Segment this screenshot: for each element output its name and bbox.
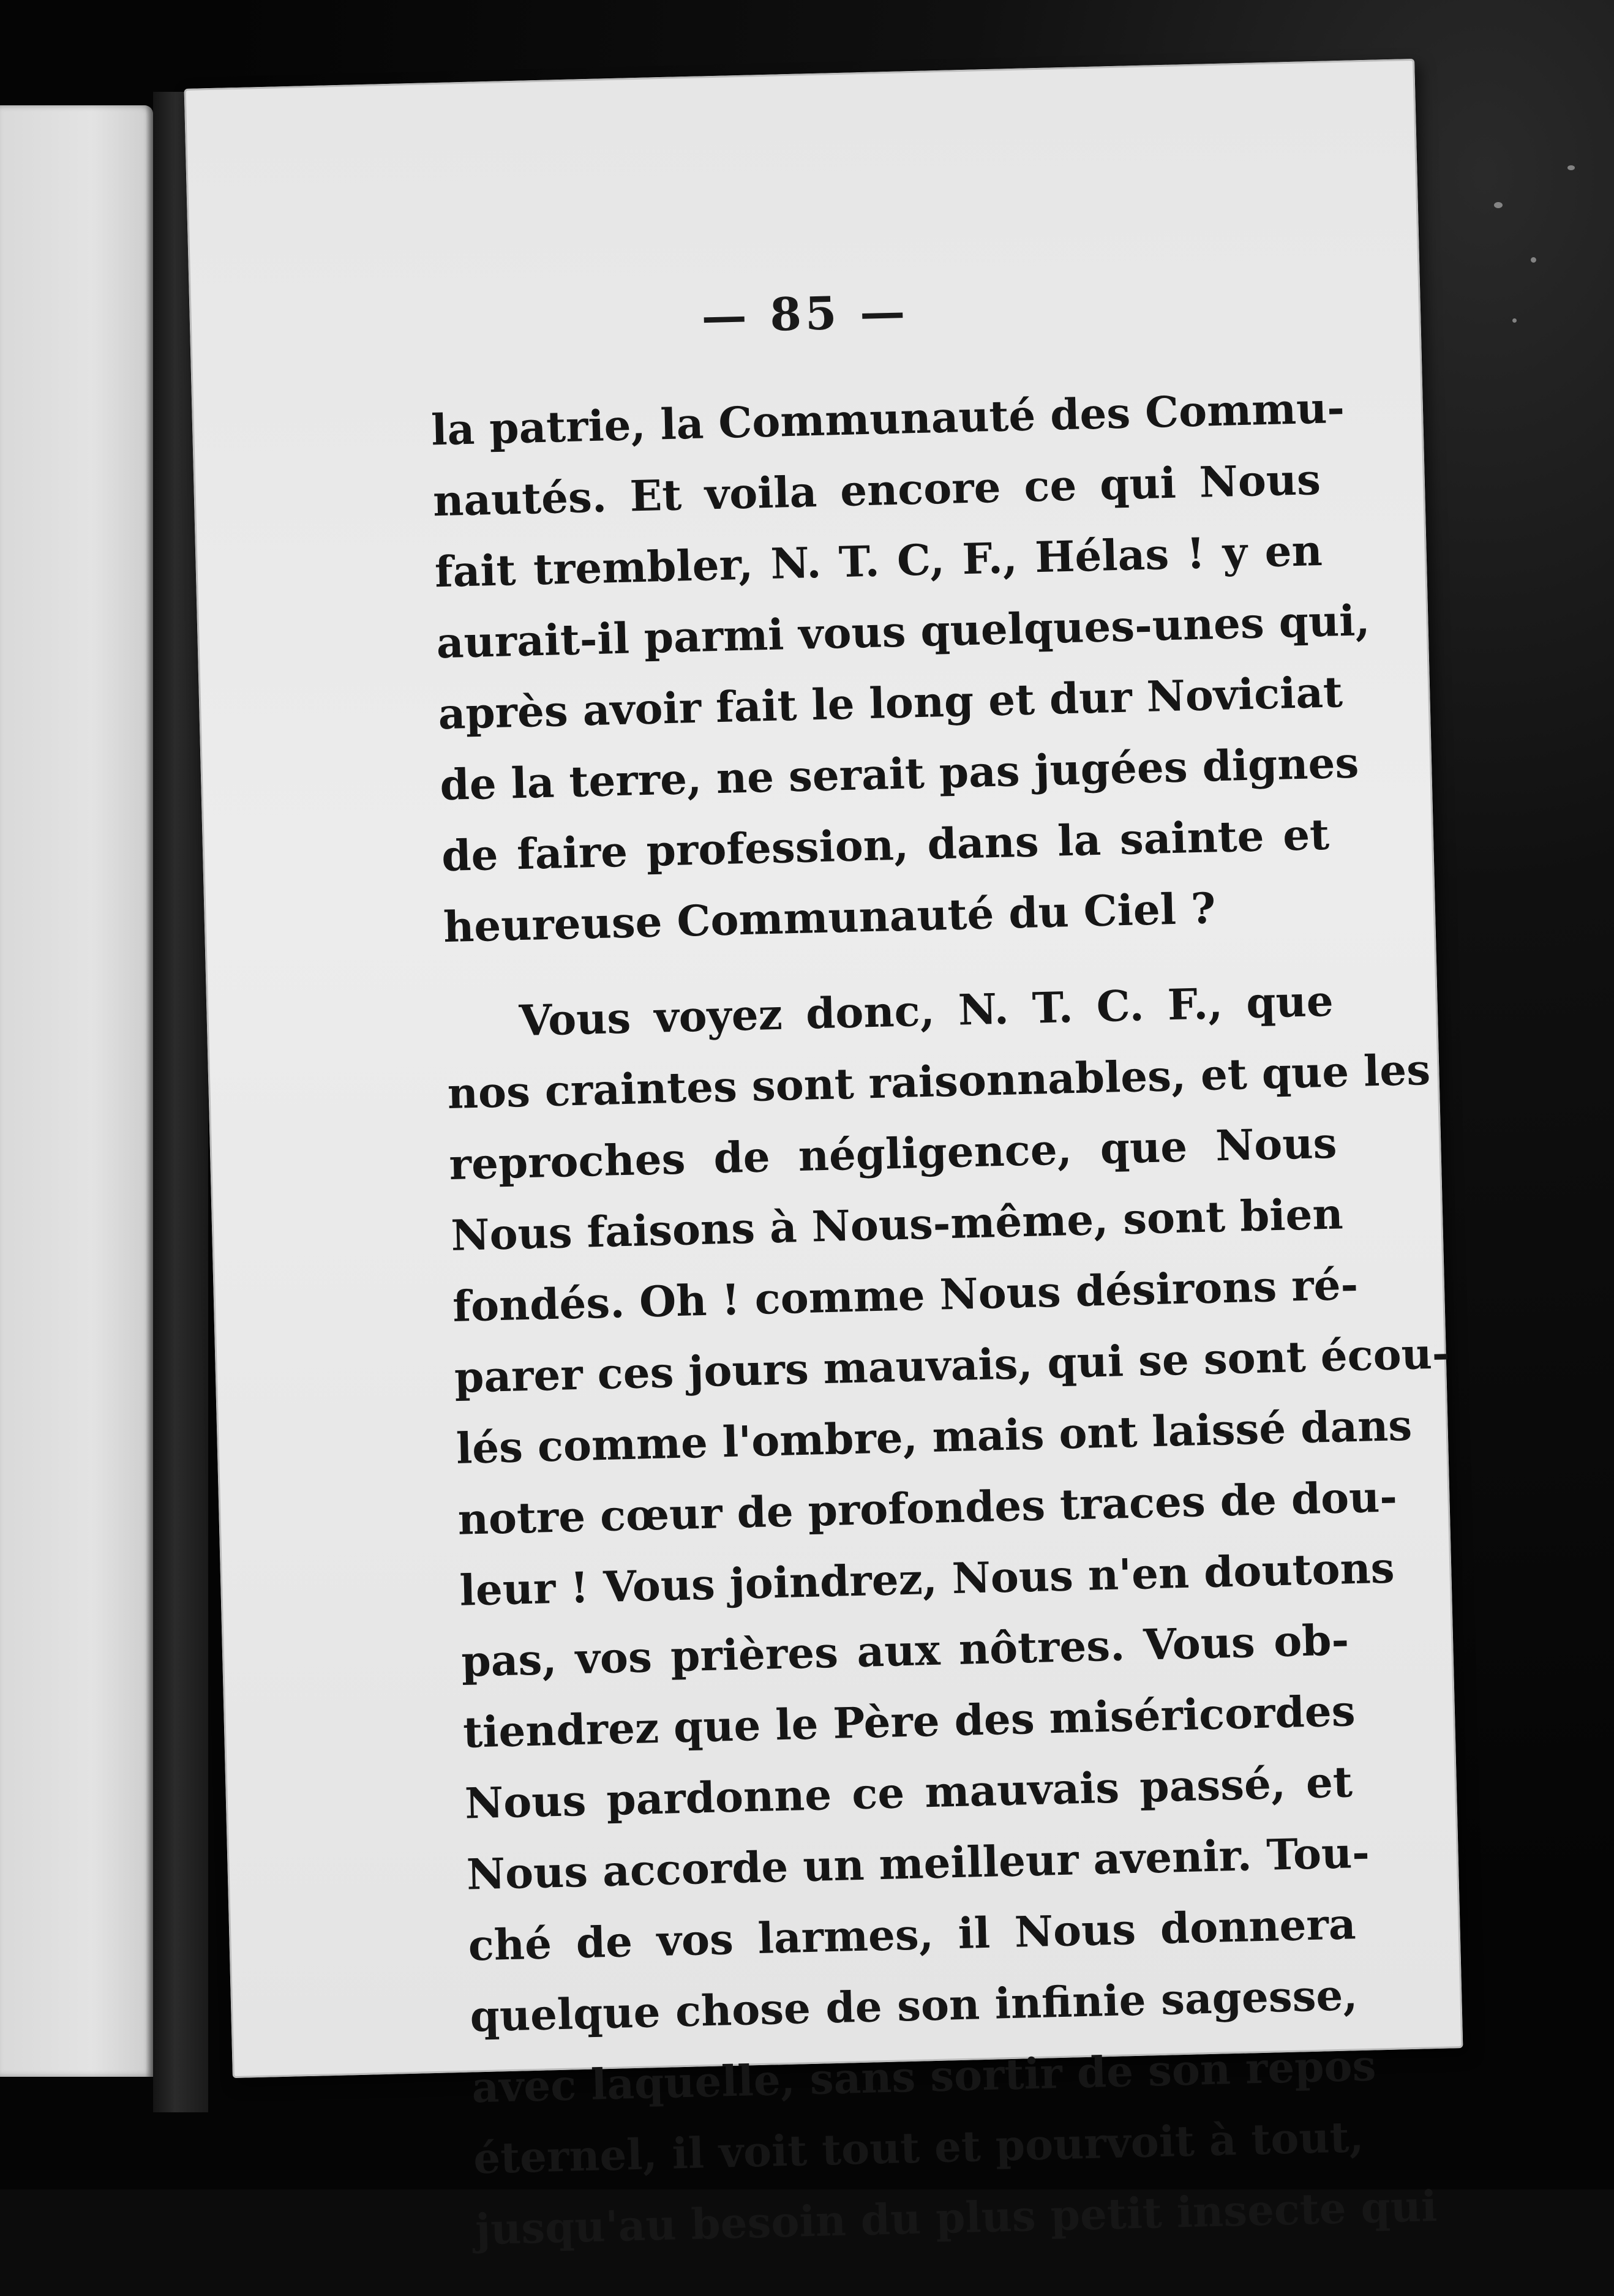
text-line: fondés. Oh ! comme Nous désirons ré- <box>452 1259 1359 1332</box>
text-line: leur ! Vous joindrez, Nous n'en doutons <box>459 1543 1395 1616</box>
text-line: tiendrez que le Père des miséricordes <box>462 1686 1356 1758</box>
text-line: de la terre, ne serait pas jugées dignes <box>439 738 1360 811</box>
dust-speck <box>1531 257 1536 263</box>
text-line: lés comme l'ombre, mais ont laissé dans <box>456 1400 1413 1474</box>
facing-page-edge <box>0 105 153 2077</box>
text-line: heureuse Communauté du Ciel ? <box>443 884 1217 953</box>
text-line: avec laquelle, sans sortir de son repos <box>471 2041 1377 2113</box>
text-line: la patrie, la Communauté des Commu- <box>430 383 1345 456</box>
text-line: de faire profession, dans la sainte et <box>441 809 1330 882</box>
dust-speck <box>1494 202 1503 208</box>
dust-speck <box>1567 165 1575 170</box>
text-line: jusqu'au besoin du plus petit insecte qui <box>475 2182 1438 2255</box>
text-line: Nous pardonne ce mauvais passé, et <box>464 1757 1353 1829</box>
text-line: aurait-il parmi vous quelques-unes qui, <box>435 595 1371 669</box>
text-line: ché de vos larmes, il Nous donnera <box>467 1899 1357 1971</box>
page-text <box>430 373 1451 2290</box>
page-number: — 85 — <box>700 285 910 343</box>
book-page <box>184 59 1463 2255</box>
text-line: pas, vos prières aux nôtres. Vous ob- <box>460 1615 1350 1687</box>
text-line: fait trembler, N. T. C, F., Hélas ! y en <box>434 525 1323 598</box>
paragraph-1 <box>430 373 1371 963</box>
text-line: quelque chose de son infinie sagesse, <box>469 1970 1359 2042</box>
dust-speck <box>1512 318 1517 323</box>
text-line: éternel, il voit tout et pourvoit à tout, <box>473 2112 1365 2184</box>
text-line: parer ces jours mauvais, qui se sont écou- <box>454 1329 1451 1403</box>
text-line: reproches de négligence, que Nous <box>448 1118 1338 1190</box>
text-line: notre cœur de profondes traces de dou- <box>457 1472 1398 1545</box>
text-line: après avoir fait le long et dur Noviciat <box>437 667 1343 740</box>
text-line: nos craintes sont raisonnables, et que les <box>446 1045 1431 1119</box>
text-line: Nous faisons à Nous-même, sont bien <box>450 1189 1344 1261</box>
text-line: nautés. Et voila encore ce qui Nous <box>432 454 1321 527</box>
text-line: Nous accorde un meilleur avenir. Tou- <box>466 1828 1370 1900</box>
text-line: Vous voyez donc, N. T. C. F., que <box>518 976 1334 1046</box>
paragraph-2 <box>445 966 1451 2266</box>
